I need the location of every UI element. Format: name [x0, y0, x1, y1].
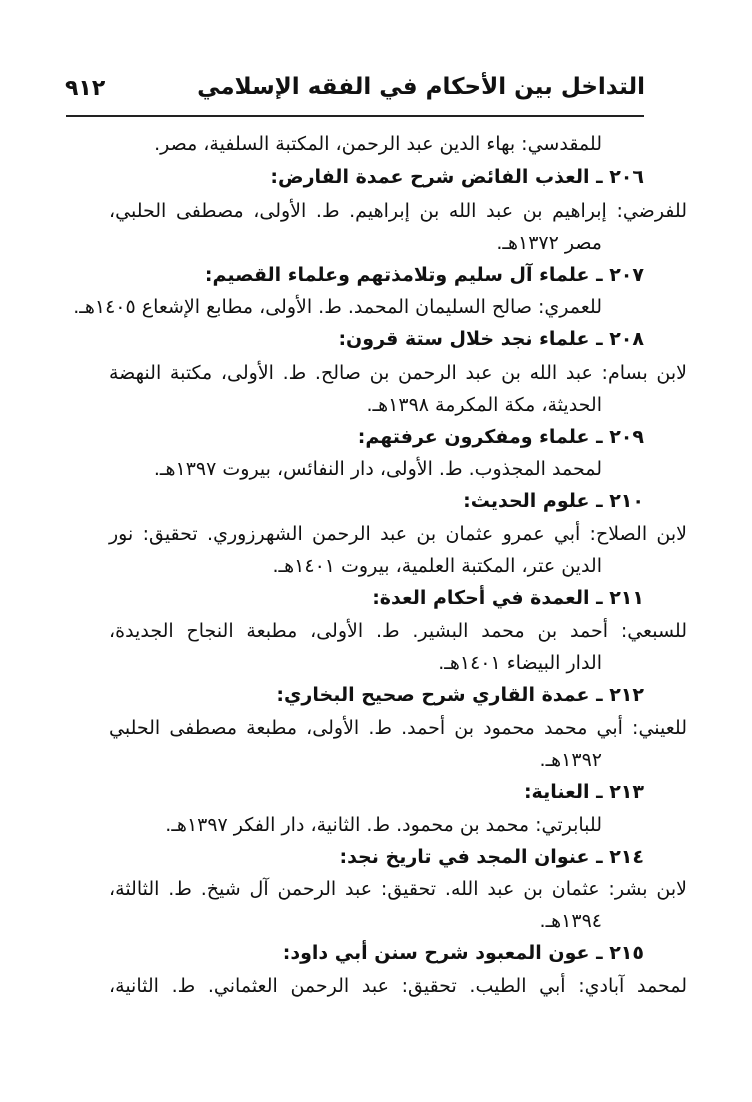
page-number: ٩١٢	[65, 76, 106, 101]
entry-title-209: ٢٠٩ ـ علماء ومفكرون عرفتهم:	[357, 426, 644, 448]
entry-title-211: ٢١١ ـ العمدة في أحكام العدة:	[372, 587, 644, 609]
entry-text-line: لابن بشر: عثمان بن عبد الله. تحقيق: عبد الرحمن آل شيخ. ط. الثالثة،	[109, 878, 687, 900]
entry-text-line: للمقدسي: بهاء الدين عبد الرحمن، المكتبة السلفية، مصر.	[154, 133, 602, 155]
entry-title-212: ٢١٢ ـ عمدة القاري شرح صحيح البخاري:	[276, 684, 644, 706]
running-header	[65, 68, 645, 108]
header-rule	[66, 115, 644, 117]
entry-text-line: لابن بسام: عبد الله بن عبد الرحمن بن صالح. ط. الأولى، مكتبة النهضة	[109, 362, 687, 384]
running-title: التداخل بين الأحكام في الفقه الإسلامي	[197, 74, 645, 100]
entry-text-line: للسبعي: أحمد بن محمد البشير. ط. الأولى، مطبعة النجاح الجديدة،	[109, 620, 687, 642]
entry-title-215: ٢١٥ ـ عون المعبود شرح سنن أبي داود:	[282, 942, 644, 964]
entry-text-line: للفرضي: إبراهيم بن عبد الله بن إبراهيم. ط. الأولى، مصطفى الحلبي،	[109, 200, 687, 222]
entry-title-207: ٢٠٧ ـ علماء آل سليم وتلامذتهم وعلماء القصيم:	[204, 264, 644, 286]
entry-text-line: للعيني: أبي محمد محمود بن أحمد. ط. الأولى، مطبعة مصطفى الحلبي	[109, 717, 687, 739]
entry-text-line: لابن الصلاح: أبي عمرو عثمان بن عبد الرحمن الشهرزوري. تحقيق: نور	[109, 523, 687, 545]
entry-text-line: لمحمد آبادي: أبي الطيب. تحقيق: عبد الرحمن العثماني. ط. الثانية،	[109, 975, 687, 997]
entry-text-line: مصر ١٣٧٢هـ.	[496, 232, 602, 254]
entry-text-line: ١٣٩٤هـ.	[539, 910, 602, 932]
entry-title-208: ٢٠٨ ـ علماء نجد خلال ستة قرون:	[338, 328, 644, 350]
entry-text-line: الحديثة، مكة المكرمة ١٣٩٨هـ.	[366, 394, 602, 416]
entry-title-206: ٢٠٦ ـ العذب الفائض شرح عمدة الفارض:	[270, 166, 644, 188]
entry-text-line: للعمري: صالح السليمان المحمد. ط. الأولى، مطابع الإشعاع ١٤٠٥هـ.	[73, 296, 602, 318]
entry-title-210: ٢١٠ ـ علوم الحديث:	[463, 490, 644, 512]
entry-title-214: ٢١٤ ـ عنوان المجد في تاريخ نجد:	[339, 846, 644, 868]
entry-title-213: ٢١٣ ـ العناية:	[523, 781, 644, 803]
entry-text-line: لمحمد المجذوب. ط. الأولى، دار النفائس، بيروت ١٣٩٧هـ.	[153, 458, 602, 480]
entry-text-line: للبابرتي: محمد بن محمود. ط. الثانية، دار الفكر ١٣٩٧هـ.	[165, 814, 602, 836]
entry-text-line: الدين عتر، المكتبة العلمية، بيروت ١٤٠١هـ.	[272, 555, 602, 577]
entry-text-line: الدار البيضاء ١٤٠١هـ.	[438, 652, 602, 674]
entry-text-line: ١٣٩٢هـ.	[539, 749, 602, 771]
